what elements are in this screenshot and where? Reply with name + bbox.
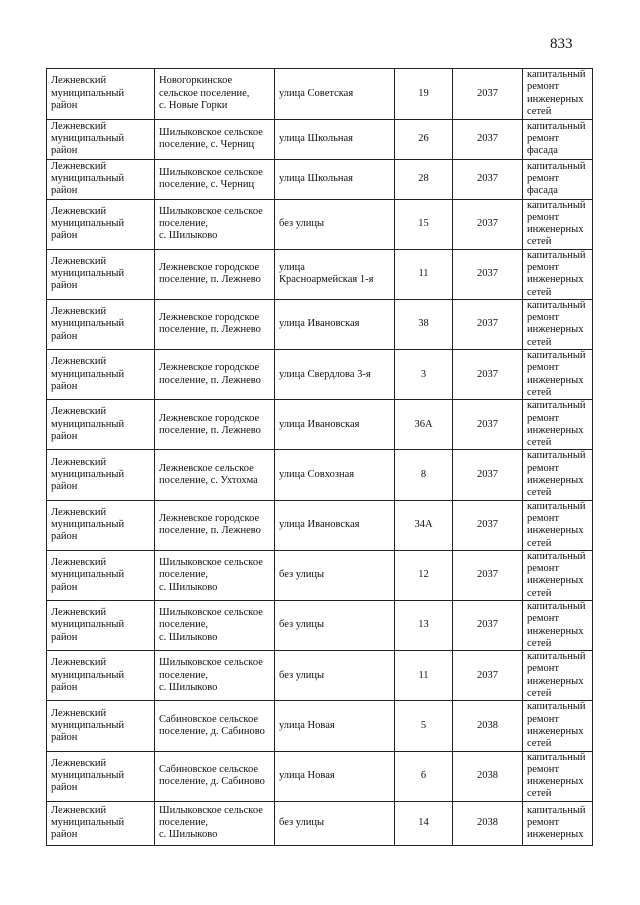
settlement-cell-text: Лежневское городское поселение, п. Лежнево bbox=[159, 412, 261, 436]
work-type-cell-text: капитальный ремонт инженерных сетей bbox=[527, 199, 586, 248]
table-row bbox=[47, 651, 593, 701]
year-cell bbox=[453, 550, 523, 600]
street-cell bbox=[275, 751, 395, 801]
street-cell bbox=[275, 119, 395, 159]
street-cell bbox=[275, 550, 395, 600]
year-cell bbox=[453, 701, 523, 751]
work-type-cell bbox=[523, 500, 593, 550]
house-number-cell bbox=[395, 299, 453, 349]
settlement-cell-text: Шилыковское сельское поселение, с. Шилыково bbox=[159, 607, 263, 643]
settlement-cell bbox=[155, 299, 275, 349]
year-cell bbox=[453, 299, 523, 349]
district-cell-text: Лежневский муниципальный район bbox=[51, 120, 125, 157]
house-number-cell bbox=[395, 199, 453, 249]
work-type-cell-text: капитальный ремонт инженерных сетей bbox=[527, 751, 586, 800]
repair-schedule-table bbox=[46, 68, 593, 846]
work-type-cell-text: капитальный ремонт инженерных bbox=[527, 804, 586, 841]
house-number-cell bbox=[395, 601, 453, 651]
page-number: 833 bbox=[550, 36, 573, 52]
district-cell-text: Лежневский муниципальный район bbox=[51, 556, 125, 593]
work-type-cell-text: капитальный ремонт инженерных сетей bbox=[527, 69, 586, 118]
settlement-cell-text: Шилыковское сельское поселение, с. Черниц bbox=[159, 166, 263, 190]
work-type-cell bbox=[523, 801, 593, 845]
district-cell bbox=[47, 801, 155, 845]
house-number-cell-text: 14 bbox=[418, 817, 429, 829]
year-cell bbox=[453, 450, 523, 500]
work-type-cell bbox=[523, 119, 593, 159]
work-type-cell-text: капитальный ремонт инженерных сетей bbox=[527, 450, 586, 499]
work-type-cell-text: капитальный ремонт инженерных сетей bbox=[527, 400, 586, 449]
street-cell-text: без улицы bbox=[279, 569, 325, 581]
district-cell-text: Лежневский муниципальный район bbox=[51, 205, 125, 242]
year-cell-text: 2037 bbox=[477, 172, 498, 184]
street-cell bbox=[275, 350, 395, 400]
settlement-cell bbox=[155, 400, 275, 450]
settlement-cell bbox=[155, 651, 275, 701]
street-cell bbox=[275, 601, 395, 651]
street-cell-text: улица Ивановская bbox=[279, 318, 360, 330]
street-cell-text: улица Советская bbox=[279, 87, 354, 99]
settlement-cell-text: Лежневское городское поселение, п. Лежнево bbox=[159, 512, 261, 537]
district-cell bbox=[47, 550, 155, 600]
settlement-cell bbox=[155, 550, 275, 600]
house-number-cell bbox=[395, 400, 453, 450]
street-cell-text: улица Ивановская bbox=[279, 418, 360, 430]
district-cell-text: Лежневский муниципальный район bbox=[51, 804, 125, 841]
work-type-cell bbox=[523, 159, 593, 199]
street-cell-text: улица Совхозная bbox=[279, 468, 355, 480]
street-cell-text: улица Новая bbox=[279, 719, 335, 731]
year-cell-text: 2037 bbox=[477, 569, 498, 581]
settlement-cell bbox=[155, 350, 275, 400]
district-cell-text: Лежневский муниципальный район bbox=[51, 356, 125, 392]
work-type-cell-text: капитальный ремонт инженерных сетей bbox=[527, 299, 586, 348]
settlement-cell-text: Шилыковское сельское поселение, с. Шилыково bbox=[159, 556, 263, 593]
street-cell bbox=[275, 299, 395, 349]
year-cell-text: 2037 bbox=[477, 519, 498, 531]
house-number-cell-text: 28 bbox=[418, 172, 429, 184]
district-cell bbox=[47, 119, 155, 159]
district-cell-text: Лежневский муниципальный район bbox=[51, 707, 125, 744]
house-number-cell bbox=[395, 550, 453, 600]
street-cell-text: без улицы bbox=[279, 217, 325, 229]
work-type-cell bbox=[523, 751, 593, 801]
settlement-cell bbox=[155, 500, 275, 550]
settlement-cell-text: Шилыковское сельское поселение, с. Шилыково bbox=[159, 804, 263, 841]
year-cell bbox=[453, 350, 523, 400]
settlement-cell-text: Лежневское сельское поселение, с. Ухтохма bbox=[159, 462, 258, 487]
table-row bbox=[47, 601, 593, 651]
street-cell bbox=[275, 199, 395, 249]
table-row bbox=[47, 119, 593, 159]
work-type-cell-text: капитальный ремонт инженерных сетей bbox=[527, 249, 586, 298]
table-row bbox=[47, 249, 593, 299]
year-cell-text: 2037 bbox=[477, 87, 498, 99]
settlement-cell-text: Сабиновское сельское поселение, д. Сабиново bbox=[159, 763, 265, 788]
work-type-cell bbox=[523, 400, 593, 450]
year-cell-text: 2038 bbox=[477, 817, 498, 829]
year-cell bbox=[453, 751, 523, 801]
street-cell bbox=[275, 450, 395, 500]
settlement-cell bbox=[155, 801, 275, 845]
year-cell-text: 2037 bbox=[477, 418, 498, 430]
house-number-cell bbox=[395, 801, 453, 845]
table-row bbox=[47, 500, 593, 550]
work-type-cell bbox=[523, 550, 593, 600]
settlement-cell-text: Шилыковское сельское поселение, с. Шилыково bbox=[159, 657, 263, 693]
street-cell-text: улица Ивановская bbox=[279, 519, 360, 531]
settlement-cell bbox=[155, 159, 275, 199]
work-type-cell bbox=[523, 701, 593, 751]
street-cell bbox=[275, 701, 395, 751]
settlement-cell-text: Лежневское городское поселение, п. Лежнево bbox=[159, 312, 261, 336]
year-cell-text: 2037 bbox=[477, 132, 498, 144]
house-number-cell-text: 11 bbox=[418, 268, 429, 280]
house-number-cell-text: 11 bbox=[418, 669, 429, 681]
district-cell bbox=[47, 69, 155, 120]
year-cell-text: 2037 bbox=[477, 669, 498, 681]
work-type-cell bbox=[523, 601, 593, 651]
year-cell bbox=[453, 69, 523, 120]
district-cell bbox=[47, 651, 155, 701]
settlement-cell bbox=[155, 119, 275, 159]
district-cell bbox=[47, 751, 155, 801]
work-type-cell bbox=[523, 299, 593, 349]
district-cell-text: Лежневский муниципальный район bbox=[51, 607, 125, 643]
settlement-cell bbox=[155, 69, 275, 120]
house-number-cell-text: 34А bbox=[414, 519, 433, 531]
settlement-cell-text: Шилыковское сельское поселение, с. Шилыково bbox=[159, 205, 263, 242]
house-number-cell-text: 8 bbox=[420, 468, 427, 480]
work-type-cell-text: капитальный ремонт инженерных сетей bbox=[527, 651, 586, 700]
district-cell bbox=[47, 199, 155, 249]
table-row bbox=[47, 299, 593, 349]
work-type-cell bbox=[523, 69, 593, 120]
street-cell bbox=[275, 400, 395, 450]
street-cell-text: улица Школьная bbox=[279, 132, 353, 144]
district-cell bbox=[47, 299, 155, 349]
district-cell bbox=[47, 400, 155, 450]
house-number-cell bbox=[395, 751, 453, 801]
year-cell-text: 2037 bbox=[477, 268, 498, 280]
table-row bbox=[47, 751, 593, 801]
year-cell-text: 2037 bbox=[477, 217, 498, 229]
year-cell bbox=[453, 249, 523, 299]
settlement-cell-text: Лежневское городское поселение, п. Лежнево bbox=[159, 261, 261, 286]
street-cell bbox=[275, 801, 395, 845]
work-type-cell-text: капитальный ремонт инженерных сетей bbox=[527, 550, 586, 599]
table-row bbox=[47, 159, 593, 199]
work-type-cell bbox=[523, 350, 593, 400]
work-type-cell-text: капитальный ремонт фасада bbox=[527, 120, 586, 157]
house-number-cell bbox=[395, 69, 453, 120]
year-cell bbox=[453, 400, 523, 450]
year-cell bbox=[453, 601, 523, 651]
house-number-cell-text: 19 bbox=[418, 87, 429, 99]
district-cell-text: Лежневский муниципальный район bbox=[51, 255, 125, 292]
house-number-cell-text: 15 bbox=[418, 217, 429, 229]
table-row bbox=[47, 350, 593, 400]
street-cell bbox=[275, 159, 395, 199]
district-cell-text: Лежневский муниципальный район bbox=[51, 456, 125, 493]
district-cell-text: Лежневский муниципальный район bbox=[51, 657, 125, 693]
settlement-cell-text: Сабиновское сельское поселение, д. Сабиново bbox=[159, 713, 265, 737]
house-number-cell bbox=[395, 701, 453, 751]
table-body bbox=[47, 69, 593, 846]
street-cell bbox=[275, 651, 395, 701]
table-row bbox=[47, 450, 593, 500]
settlement-cell bbox=[155, 199, 275, 249]
year-cell-text: 2037 bbox=[477, 619, 498, 631]
district-cell-text: Лежневский муниципальный район bbox=[51, 506, 125, 543]
year-cell bbox=[453, 199, 523, 249]
house-number-cell bbox=[395, 450, 453, 500]
district-cell bbox=[47, 249, 155, 299]
table-row bbox=[47, 550, 593, 600]
settlement-cell bbox=[155, 601, 275, 651]
work-type-cell bbox=[523, 249, 593, 299]
work-type-cell-text: капитальный ремонт инженерных сетей bbox=[527, 500, 586, 549]
district-cell bbox=[47, 701, 155, 751]
street-cell bbox=[275, 500, 395, 550]
table-row bbox=[47, 701, 593, 751]
house-number-cell-text: 6 bbox=[420, 770, 427, 781]
table-row bbox=[47, 801, 593, 845]
work-type-cell bbox=[523, 450, 593, 500]
street-cell-text: улица Школьная bbox=[279, 172, 353, 184]
street-cell-text: улица Новая bbox=[279, 770, 335, 781]
settlement-cell-text: Новогоркинское сельское поселение, с. Новые Горки bbox=[159, 75, 250, 111]
district-cell bbox=[47, 450, 155, 500]
settlement-cell bbox=[155, 450, 275, 500]
settlement-cell bbox=[155, 751, 275, 801]
street-cell-text: без улицы bbox=[279, 619, 325, 631]
settlement-cell bbox=[155, 249, 275, 299]
street-cell bbox=[275, 69, 395, 120]
settlement-cell bbox=[155, 701, 275, 751]
house-number-cell-text: 13 bbox=[418, 619, 429, 631]
year-cell bbox=[453, 651, 523, 701]
work-type-cell bbox=[523, 199, 593, 249]
district-cell-text: Лежневский муниципальный район bbox=[51, 306, 125, 342]
work-type-cell-text: капитальный ремонт инженерных сетей bbox=[527, 350, 586, 398]
district-cell-text: Лежневский муниципальный район bbox=[51, 160, 125, 197]
district-cell bbox=[47, 601, 155, 651]
year-cell bbox=[453, 119, 523, 159]
table-row bbox=[47, 199, 593, 249]
table-row bbox=[47, 400, 593, 450]
year-cell-text: 2038 bbox=[477, 770, 498, 781]
district-cell bbox=[47, 350, 155, 400]
house-number-cell-text: 3 bbox=[420, 368, 427, 380]
street-cell-text: без улицы bbox=[279, 669, 325, 681]
house-number-cell bbox=[395, 249, 453, 299]
settlement-cell-text: Лежневское городское поселение, п. Лежнево bbox=[159, 362, 261, 386]
house-number-cell-text: 26 bbox=[418, 132, 429, 144]
table-row bbox=[47, 69, 593, 120]
house-number-cell bbox=[395, 350, 453, 400]
year-cell-text: 2037 bbox=[477, 368, 498, 380]
house-number-cell bbox=[395, 119, 453, 159]
district-cell-text: Лежневский муниципальный район bbox=[51, 406, 125, 442]
work-type-cell-text: капитальный ремонт инженерных сетей bbox=[527, 701, 586, 750]
year-cell-text: 2037 bbox=[477, 318, 498, 330]
house-number-cell bbox=[395, 500, 453, 550]
district-cell bbox=[47, 159, 155, 199]
work-type-cell-text: капитальный ремонт фасада bbox=[527, 160, 586, 197]
year-cell bbox=[453, 500, 523, 550]
year-cell bbox=[453, 801, 523, 845]
street-cell-text: улица Свердлова 3-я bbox=[279, 368, 371, 380]
house-number-cell bbox=[395, 651, 453, 701]
settlement-cell-text: Шилыковское сельское поселение, с. Черниц bbox=[159, 126, 263, 150]
district-cell-text: Лежневский муниципальный район bbox=[51, 757, 125, 794]
street-cell bbox=[275, 249, 395, 299]
street-cell-text: без улицы bbox=[279, 817, 325, 829]
district-cell bbox=[47, 500, 155, 550]
house-number-cell-text: 5 bbox=[420, 719, 427, 731]
year-cell-text: 2037 bbox=[477, 468, 498, 480]
district-cell-text: Лежневский муниципальный район bbox=[51, 75, 125, 111]
house-number-cell-text: 36А bbox=[414, 418, 433, 430]
house-number-cell-text: 38 bbox=[418, 318, 429, 330]
street-cell-text: улица Красноармейская 1-я bbox=[279, 261, 374, 286]
year-cell bbox=[453, 159, 523, 199]
year-cell-text: 2038 bbox=[477, 719, 498, 731]
house-number-cell-text: 12 bbox=[418, 569, 429, 581]
work-type-cell bbox=[523, 651, 593, 701]
work-type-cell-text: капитальный ремонт инженерных сетей bbox=[527, 601, 586, 649]
house-number-cell bbox=[395, 159, 453, 199]
